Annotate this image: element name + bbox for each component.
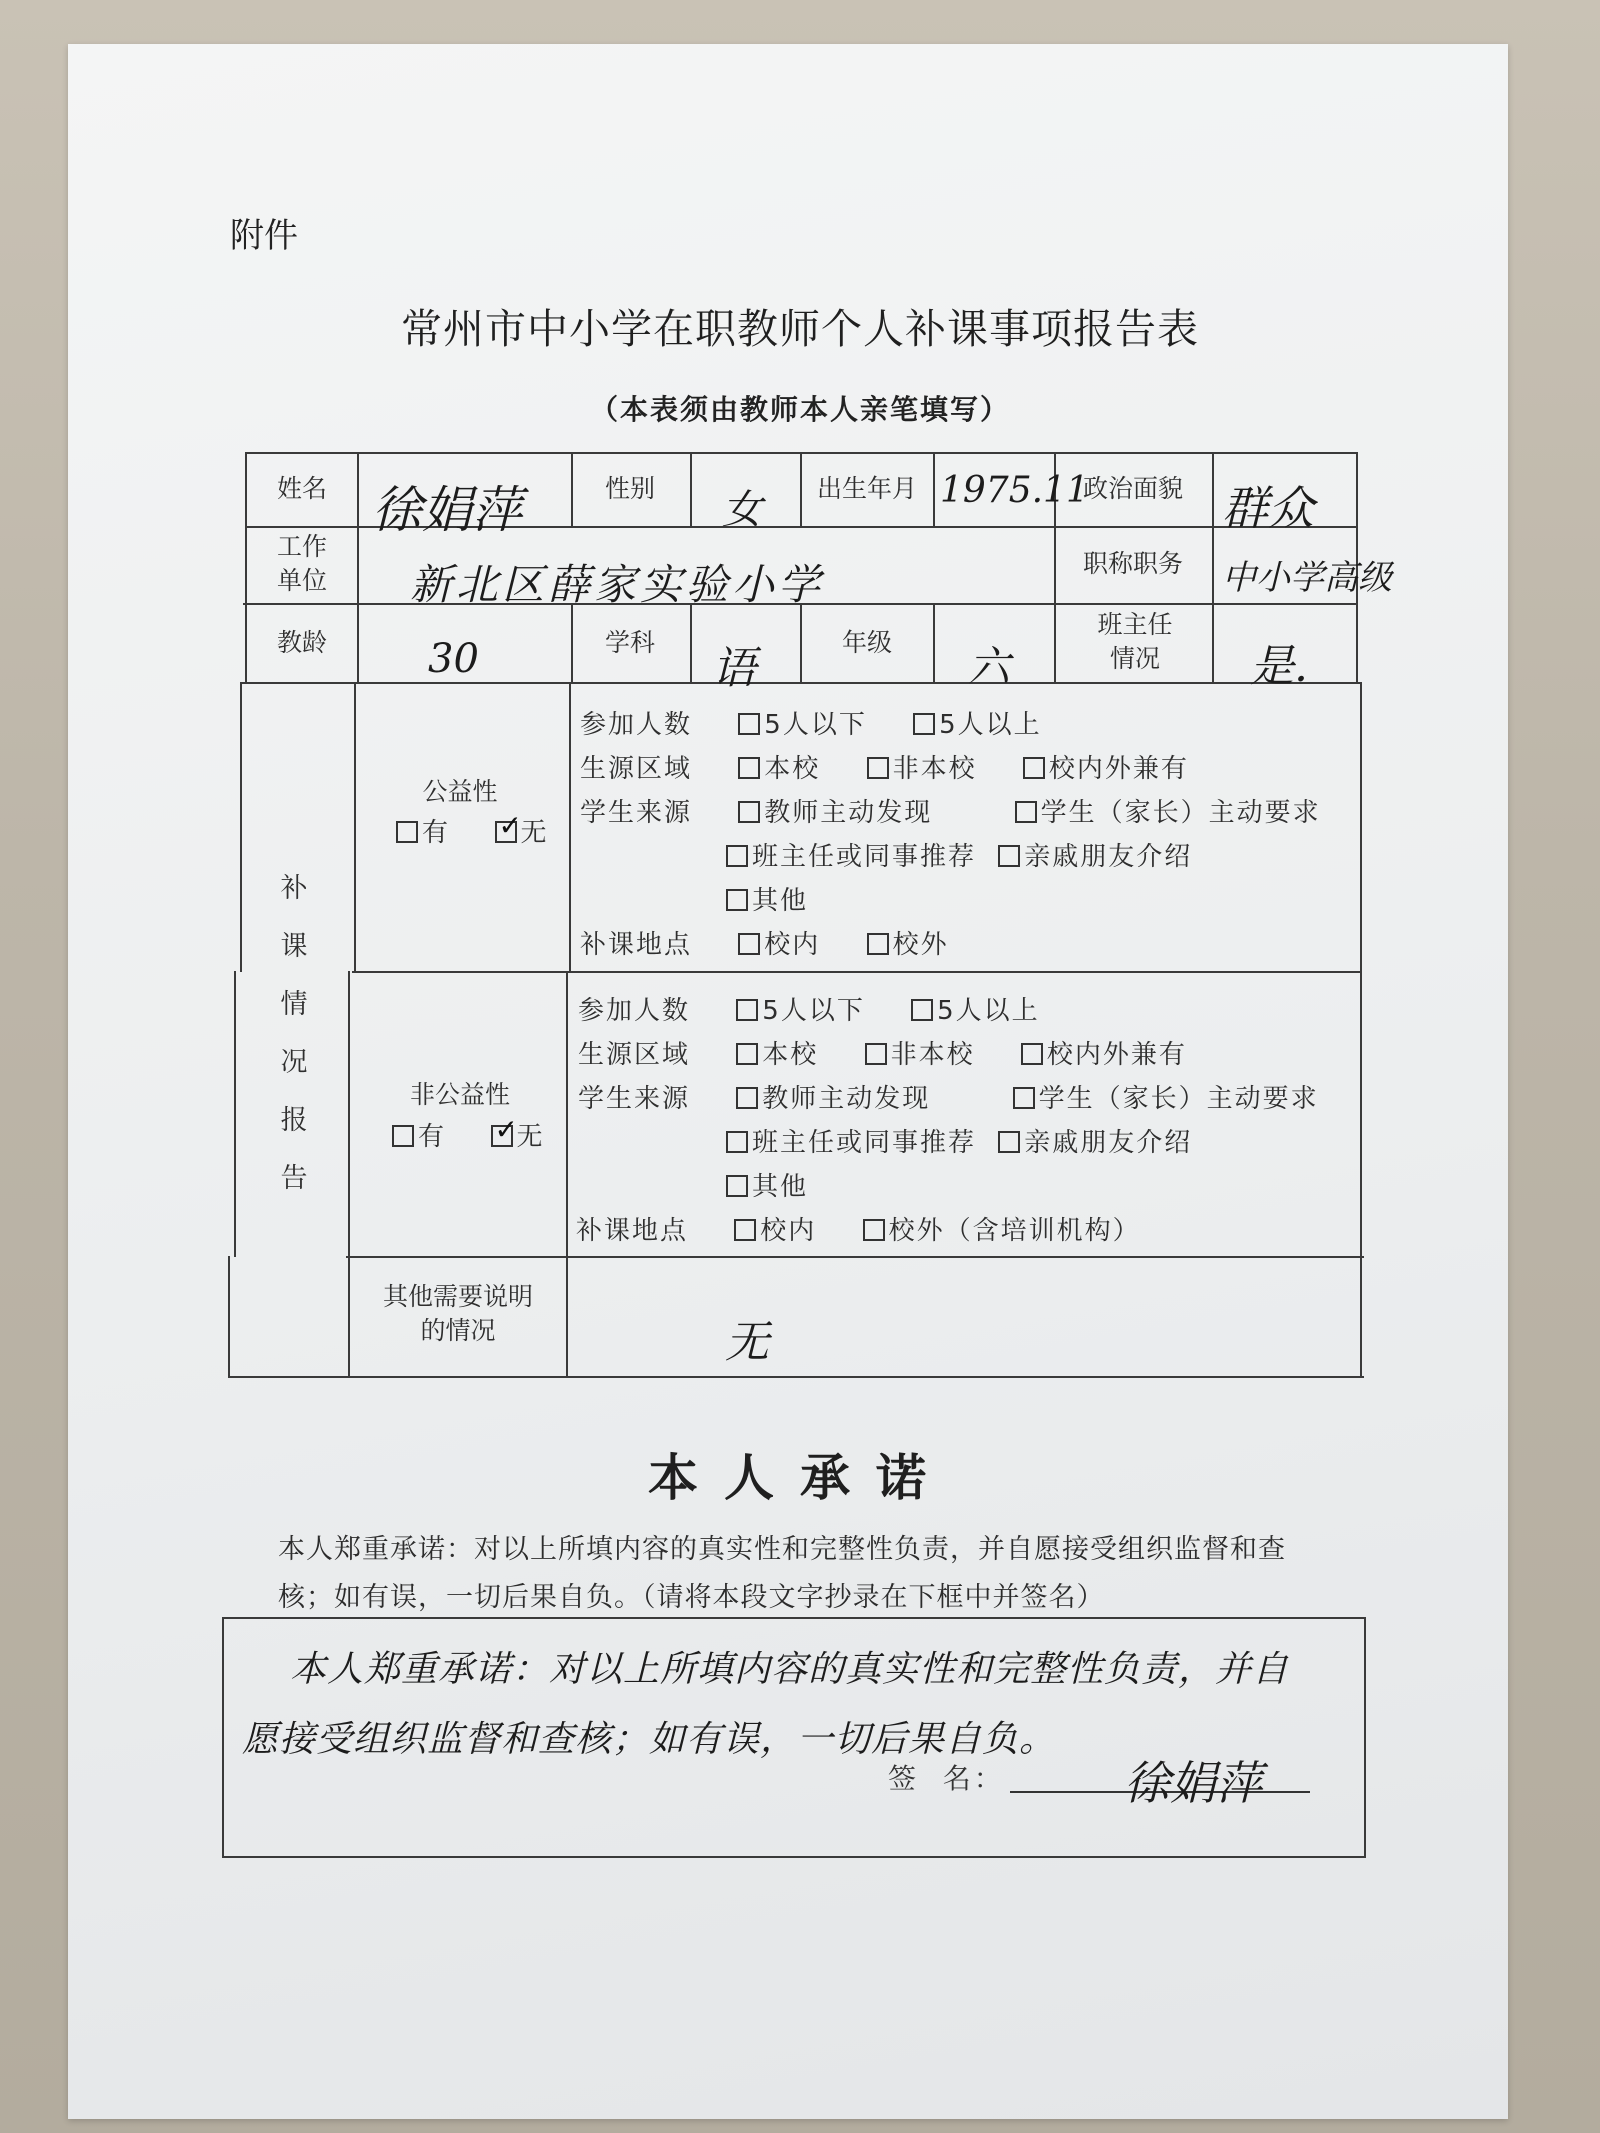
option-label: 校外 xyxy=(892,930,949,960)
commitment-box xyxy=(222,1617,1366,1858)
checkbox[interactable] xyxy=(867,757,889,779)
public-no-checkbox[interactable]: ✓ xyxy=(495,821,517,843)
nonpublic-no-label: 无 xyxy=(516,1122,545,1152)
political-value: 群众 xyxy=(1222,481,1314,535)
option-label: 本校 xyxy=(762,1040,819,1070)
nonpublic-no-checkbox[interactable]: ✓ xyxy=(491,1125,513,1147)
checkbox[interactable] xyxy=(998,1131,1020,1153)
checkbox[interactable] xyxy=(738,713,760,735)
checkbox[interactable] xyxy=(738,757,760,779)
gender-value: 女 xyxy=(722,487,762,533)
work-unit-value: 新北区薛家实验小学 xyxy=(410,560,825,609)
section-label-vertical: 补课情况报告 xyxy=(280,873,308,1194)
option-label: 校外（含培训机构） xyxy=(888,1216,1141,1246)
public-participants-row xyxy=(580,704,1042,741)
subject-label: 学科 xyxy=(604,628,655,657)
region-label: 生源区域 xyxy=(578,1040,691,1070)
checkbox[interactable] xyxy=(738,933,760,955)
col-divider xyxy=(933,603,935,682)
checkbox[interactable] xyxy=(1015,801,1037,823)
title-label: 职称职务 xyxy=(1082,549,1183,578)
birth-label: 出生年月 xyxy=(816,474,917,503)
nonpublic-label: 非公益性 xyxy=(409,1080,510,1109)
nonpublic-yes-checkbox[interactable] xyxy=(392,1125,414,1147)
work-unit-label-line1: 工作 xyxy=(276,532,327,561)
option-label: 校内 xyxy=(760,1216,817,1246)
col-divider xyxy=(571,452,573,526)
option-label: 学生（家长）主动要求 xyxy=(1040,798,1321,828)
checkbox[interactable] xyxy=(867,933,889,955)
grade-label: 年级 xyxy=(841,628,892,657)
handwritten-commitment-line1: 本人郑重承诺：对以上所填内容的真实性和完整性负责，并自 xyxy=(290,1649,1290,1690)
checkbox[interactable] xyxy=(738,801,760,823)
col-divider xyxy=(566,971,568,1377)
work-unit-label xyxy=(262,530,342,598)
name-value: 徐娟萍 xyxy=(372,481,522,539)
other-label-line2: 的情况 xyxy=(420,1316,496,1345)
checkbox[interactable] xyxy=(998,845,1020,867)
table-border-left xyxy=(228,1256,230,1378)
col-divider xyxy=(800,452,802,526)
signature: 徐娟萍 xyxy=(1124,1756,1262,1810)
checkbox[interactable] xyxy=(734,1219,756,1241)
head-teacher-label-line2: 情况 xyxy=(1109,644,1160,673)
public-no-label: 无 xyxy=(520,818,549,848)
col-divider xyxy=(933,452,935,526)
nonpublic-yes-no xyxy=(392,1113,545,1153)
nonpublic-participants-row xyxy=(578,990,1040,1027)
checkbox[interactable] xyxy=(865,1043,887,1065)
checkbox[interactable] xyxy=(863,1219,885,1241)
other-label xyxy=(356,1280,560,1348)
public-yes-no xyxy=(396,809,549,849)
row-divider xyxy=(346,1256,1364,1258)
checkbox[interactable] xyxy=(1023,757,1045,779)
location-label: 补课地点 xyxy=(580,930,693,960)
public-location-row xyxy=(580,924,949,961)
public-yes-checkbox[interactable] xyxy=(396,821,418,843)
option-label: 班主任或同事推荐 xyxy=(752,1128,977,1158)
table-border-left xyxy=(245,452,247,682)
option-label: 校内外兼有 xyxy=(1048,754,1189,784)
participants-label: 参加人数 xyxy=(580,710,693,740)
option-label: 校内 xyxy=(764,930,821,960)
political-label: 政治面貌 xyxy=(1082,474,1183,503)
option-label: 学生（家长）主动要求 xyxy=(1038,1084,1319,1114)
option-label: 非本校 xyxy=(890,1040,975,1070)
option-label: 5人以下 xyxy=(762,996,865,1026)
col-divider xyxy=(690,603,692,682)
subject-value: 语 xyxy=(712,643,756,694)
region-label: 生源区域 xyxy=(580,754,693,784)
col-divider xyxy=(690,452,692,526)
checkbox[interactable] xyxy=(726,1131,748,1153)
table-border-bottom xyxy=(228,1376,1364,1378)
other-value: 无 xyxy=(725,1317,769,1368)
birth-value: 1975.11 xyxy=(940,470,1089,511)
option-label: 其他 xyxy=(752,886,809,916)
form-title: 常州市中小学在职教师个人补课事项报告表 xyxy=(401,305,1199,353)
option-label: 亲戚朋友介绍 xyxy=(1024,1128,1193,1158)
checkbox[interactable] xyxy=(726,845,748,867)
checkbox[interactable] xyxy=(736,999,758,1021)
checkbox[interactable] xyxy=(726,889,748,911)
source-label: 学生来源 xyxy=(578,1084,691,1114)
public-source-row3 xyxy=(726,880,808,917)
checkbox[interactable] xyxy=(736,1087,758,1109)
nonpublic-source-row2 xyxy=(726,1122,1192,1159)
option-label: 班主任或同事推荐 xyxy=(752,842,977,872)
checkbox[interactable] xyxy=(913,713,935,735)
option-label: 其他 xyxy=(752,1172,809,1202)
public-region-row xyxy=(580,748,1189,785)
option-label: 校内外兼有 xyxy=(1046,1040,1187,1070)
row-divider xyxy=(240,682,1360,684)
head-teacher-value: 是. xyxy=(1250,641,1308,692)
option-label: 教师主动发现 xyxy=(762,1084,931,1114)
col-divider xyxy=(354,682,356,972)
teaching-years-value: 30 xyxy=(428,636,479,682)
col-divider xyxy=(348,971,350,1377)
handwritten-commitment-line2: 愿接受组织监督和查核；如有误，一切后果自负。 xyxy=(242,1719,1057,1760)
col-divider xyxy=(1212,452,1214,682)
col-divider xyxy=(800,603,802,682)
checkbox[interactable] xyxy=(1021,1043,1043,1065)
public-yes-label: 有 xyxy=(422,818,451,848)
commitment-text: 本人郑重承诺：对以上所填内容的真实性和完整性负责，并自愿接受组织监督和查核；如有误，一切后果自负。（请将本段文字抄录在下框中并签名） xyxy=(278,1534,1286,1613)
nonpublic-source-row3 xyxy=(726,1166,808,1203)
source-label: 学生来源 xyxy=(580,798,693,828)
checkbox[interactable] xyxy=(736,1043,758,1065)
attachment-label: 附件 xyxy=(230,216,298,256)
teaching-years-label: 教龄 xyxy=(276,628,327,657)
public-source-row xyxy=(580,792,1321,829)
grade-value: 六 xyxy=(968,642,1011,691)
location-label: 补课地点 xyxy=(576,1216,689,1246)
col-divider xyxy=(569,682,571,972)
nonpublic-yes-label: 有 xyxy=(418,1122,447,1152)
table-border-left xyxy=(234,971,236,1257)
option-label: 非本校 xyxy=(892,754,977,784)
col-divider xyxy=(357,452,359,682)
option-label: 亲戚朋友介绍 xyxy=(1024,842,1193,872)
checkbox[interactable] xyxy=(911,999,933,1021)
head-teacher-label xyxy=(1070,608,1200,676)
checkbox[interactable] xyxy=(726,1175,748,1197)
nonpublic-location-row xyxy=(576,1210,1141,1247)
form-subtitle: （本表须由教师本人亲笔填写） xyxy=(589,393,1010,426)
option-label: 教师主动发现 xyxy=(764,798,933,828)
table-border-left xyxy=(240,682,242,972)
gender-label: 性别 xyxy=(604,474,655,503)
commitment-title: 本人承诺 xyxy=(648,1449,952,1507)
title-value: 中小学高级 xyxy=(1222,558,1392,598)
participants-label: 参加人数 xyxy=(578,996,691,1026)
head-teacher-label-line1: 班主任 xyxy=(1097,610,1173,639)
nonpublic-region-row xyxy=(578,1034,1187,1071)
other-label-line1: 其他需要说明 xyxy=(382,1282,533,1311)
sign-label: 签 名： xyxy=(888,1762,1005,1795)
option-label: 5人以上 xyxy=(937,996,1040,1026)
option-label: 本校 xyxy=(764,754,821,784)
table-border-right xyxy=(1360,682,1362,1377)
checkbox[interactable] xyxy=(1013,1087,1035,1109)
row-divider xyxy=(352,971,1362,973)
option-label: 5人以下 xyxy=(764,710,867,740)
nonpublic-source-row xyxy=(578,1078,1319,1115)
public-label: 公益性 xyxy=(422,777,498,806)
work-unit-label-line2: 单位 xyxy=(276,566,327,595)
name-label: 姓名 xyxy=(276,474,327,503)
public-source-row2 xyxy=(726,836,1192,873)
option-label: 5人以上 xyxy=(939,710,1042,740)
col-divider xyxy=(571,603,573,682)
